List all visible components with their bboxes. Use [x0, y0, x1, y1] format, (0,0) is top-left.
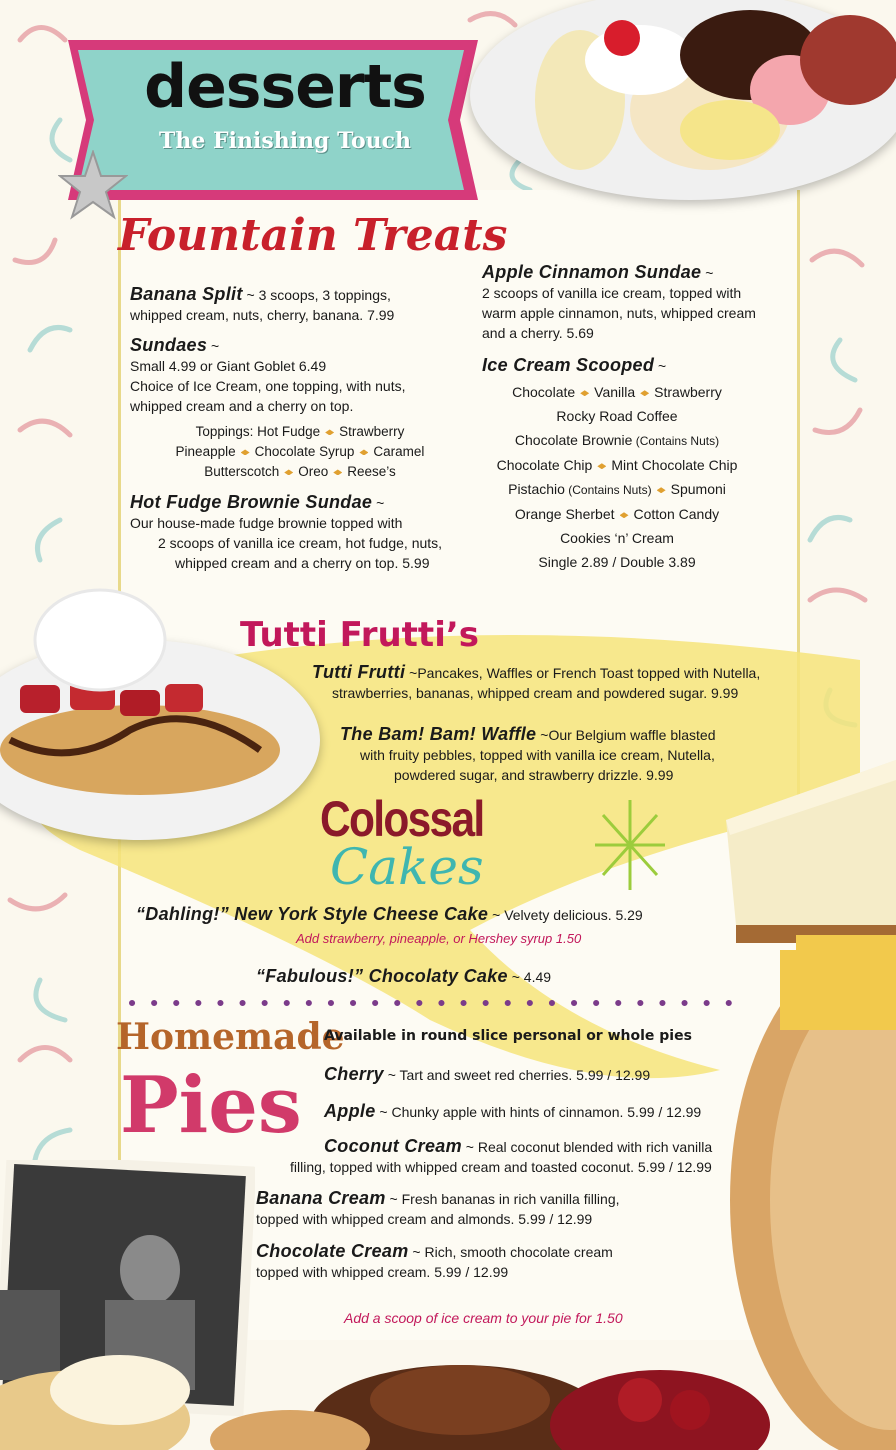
dotted-divider: [128, 998, 742, 1008]
banana-split-name: Banana Split: [130, 284, 243, 304]
banana-cream-desc2: topped with whipped cream and almonds. 5.99 / 12.99: [256, 1211, 593, 1227]
cakes-heading-2: Cakes: [330, 838, 484, 896]
cherry-pie-desc: ~ Tart and sweet red cherries. 5.99 / 12.99: [383, 1067, 651, 1083]
diamond-icon: [333, 469, 342, 475]
flavor: Chocolate Chip: [496, 457, 593, 473]
topping: Reese’s: [347, 464, 396, 479]
sundaes-line3: whipped cream and a cherry on top.: [130, 398, 354, 414]
diamond-icon: [597, 463, 606, 469]
apple-cinnamon-line1: 2 scoops of vanilla ice cream, topped with: [482, 285, 742, 301]
diamond-icon: [657, 487, 666, 493]
cherry-pie-name: Cherry: [324, 1064, 384, 1084]
flavor: Chocolate: [512, 384, 576, 400]
flavor: Spumoni: [670, 481, 726, 497]
flavor: Chocolate Brownie: [514, 432, 633, 448]
diamond-icon: [359, 449, 368, 455]
tutti-heading: Tutti Frutti’s: [240, 615, 479, 655]
apple-cinnamon-name: Apple Cinnamon Sundae: [482, 262, 702, 282]
cheesecake-name: “Dahling!” New York Style Cheese Cake: [136, 904, 489, 924]
hot-fudge-line2: 2 scoops of vanilla ice cream, hot fudge, nuts,: [158, 535, 443, 551]
pies-availability: Available in round slice personal or whole pies: [324, 1028, 692, 1044]
header-subtitle: The Finishing Touch: [158, 128, 412, 154]
nuts-note: (Contains Nuts): [632, 434, 720, 448]
scooped-name: Ice Cream Scooped: [482, 355, 655, 375]
flavor: Cookies ‘n’ Cream: [560, 530, 674, 546]
tutti-frutti-desc2: strawberries, bananas, whipped cream and powdered sugar. 9.99: [332, 685, 739, 701]
banana-cream-name: Banana Cream: [256, 1188, 386, 1208]
tutti-frutti-desc: ~Pancakes, Waffles or French Toast topped with Nutella,: [405, 665, 761, 681]
topping: Strawberry: [339, 424, 405, 439]
bam-waffle-desc2: with fruity pebbles, topped with vanilla ice cream, Nutella,: [360, 747, 715, 763]
cakes-heading-1: Colossal: [320, 791, 484, 847]
cheesecake-note: Add strawberry, pineapple, or Hershey syrup 1.50: [296, 931, 582, 946]
diamond-icon: [580, 390, 589, 396]
sundaes-name: Sundaes: [130, 335, 208, 355]
flavor: Vanilla: [594, 384, 636, 400]
flavor: Pistachio: [508, 481, 565, 497]
chocolate-cake-desc: ~ 4.49: [507, 969, 552, 985]
topping: Oreo: [298, 464, 329, 479]
bam-waffle-name: The Bam! Bam! Waffle: [340, 724, 537, 744]
tutti-frutti-name: Tutti Frutti: [312, 662, 406, 682]
banana-split-desc: ~ 3 scoops, 3 toppings,: [242, 287, 391, 303]
hot-fudge-name: Hot Fudge Brownie Sundae: [130, 492, 373, 512]
cheesecake-desc: ~ Velvety delicious. 5.29: [488, 907, 643, 923]
coconut-pie-desc: ~ Real coconut blended with rich vanilla: [461, 1139, 713, 1155]
bam-waffle-desc3: powdered sugar, and strawberry drizzle. 9.99: [394, 767, 674, 783]
flavor: Strawberry: [654, 384, 722, 400]
bottom-food-strip: [0, 1330, 896, 1450]
diamond-icon: [284, 469, 293, 475]
sundaes-line2: Choice of Ice Cream, one topping, with nuts,: [130, 378, 406, 394]
topping: Toppings: Hot Fudge: [195, 424, 321, 439]
apple-cinnamon-line3: and a cherry. 5.69: [482, 325, 594, 341]
pies-heading-2: Pies: [120, 1060, 302, 1151]
header-title: desserts: [144, 52, 426, 122]
diamond-icon: [620, 512, 629, 518]
bam-waffle-desc: ~Our Belgium waffle blasted: [536, 727, 716, 743]
diamond-icon: [241, 449, 250, 455]
flavor: Cotton Candy: [633, 506, 720, 522]
diamond-icon: [640, 390, 649, 396]
banana-split-image: [520, 0, 896, 190]
topping: Pineapple: [175, 444, 236, 459]
flavor-list: [482, 380, 752, 574]
hot-fudge-suffix: ~: [372, 495, 385, 511]
pie-ice-cream-note: Add a scoop of ice cream to your pie for 1.50: [344, 1310, 623, 1326]
apple-pie-name: Apple: [324, 1101, 376, 1121]
hot-fudge-line3: whipped cream and a cherry on top. 5.99: [175, 555, 430, 571]
pies-heading-1: Homemade: [116, 1016, 345, 1058]
flavor: Orange Sherbet: [514, 506, 615, 522]
flavor: Rocky Road Coffee: [556, 408, 678, 424]
chocolate-cream-name: Chocolate Cream: [256, 1241, 409, 1261]
sundaes-suffix: ~: [207, 338, 220, 354]
cheesecake-image: [716, 760, 896, 960]
banana-split-item: [130, 284, 470, 305]
topping: Chocolate Syrup: [254, 444, 355, 459]
apple-cinnamon-suffix: ~: [701, 265, 714, 281]
coconut-pie-name: Coconut Cream: [324, 1136, 462, 1156]
banana-split-desc2: whipped cream, nuts, cherry, banana. 7.99: [130, 307, 395, 323]
topping: Caramel: [373, 444, 425, 459]
sundaes-line1: Small 4.99 or Giant Goblet 6.49: [130, 358, 327, 374]
chocolate-cream-desc2: topped with whipped cream. 5.99 / 12.99: [256, 1264, 509, 1280]
scooped-suffix: ~: [654, 358, 667, 374]
chocolate-cream-desc: ~ Rich, smooth chocolate cream: [408, 1244, 613, 1260]
starburst-icon: [595, 800, 665, 890]
topping: Butterscotch: [204, 464, 280, 479]
scoop-price: Single 2.89 / Double 3.89: [538, 554, 696, 570]
flavor: Mint Chocolate Chip: [611, 457, 738, 473]
banana-cream-desc: ~ Fresh bananas in rich vanilla filling,: [385, 1191, 620, 1207]
chocolate-cake-name: “Fabulous!” Chocolaty Cake: [256, 966, 508, 986]
coconut-pie-desc2: filling, topped with whipped cream and toasted coconut. 5.99 / 12.99: [290, 1159, 712, 1175]
apple-cinnamon-line2: warm apple cinnamon, nuts, whipped cream: [482, 305, 756, 321]
apple-pie-desc: ~ Chunky apple with hints of cinnamon. 5.99 / 12.99: [375, 1104, 702, 1120]
hot-fudge-line1: Our house-made fudge brownie topped with: [130, 515, 403, 531]
fountain-heading: Fountain Treats: [118, 210, 508, 261]
toppings-list: [130, 422, 470, 482]
diamond-icon: [325, 429, 334, 435]
nuts-note: (Contains Nuts): [564, 483, 652, 497]
